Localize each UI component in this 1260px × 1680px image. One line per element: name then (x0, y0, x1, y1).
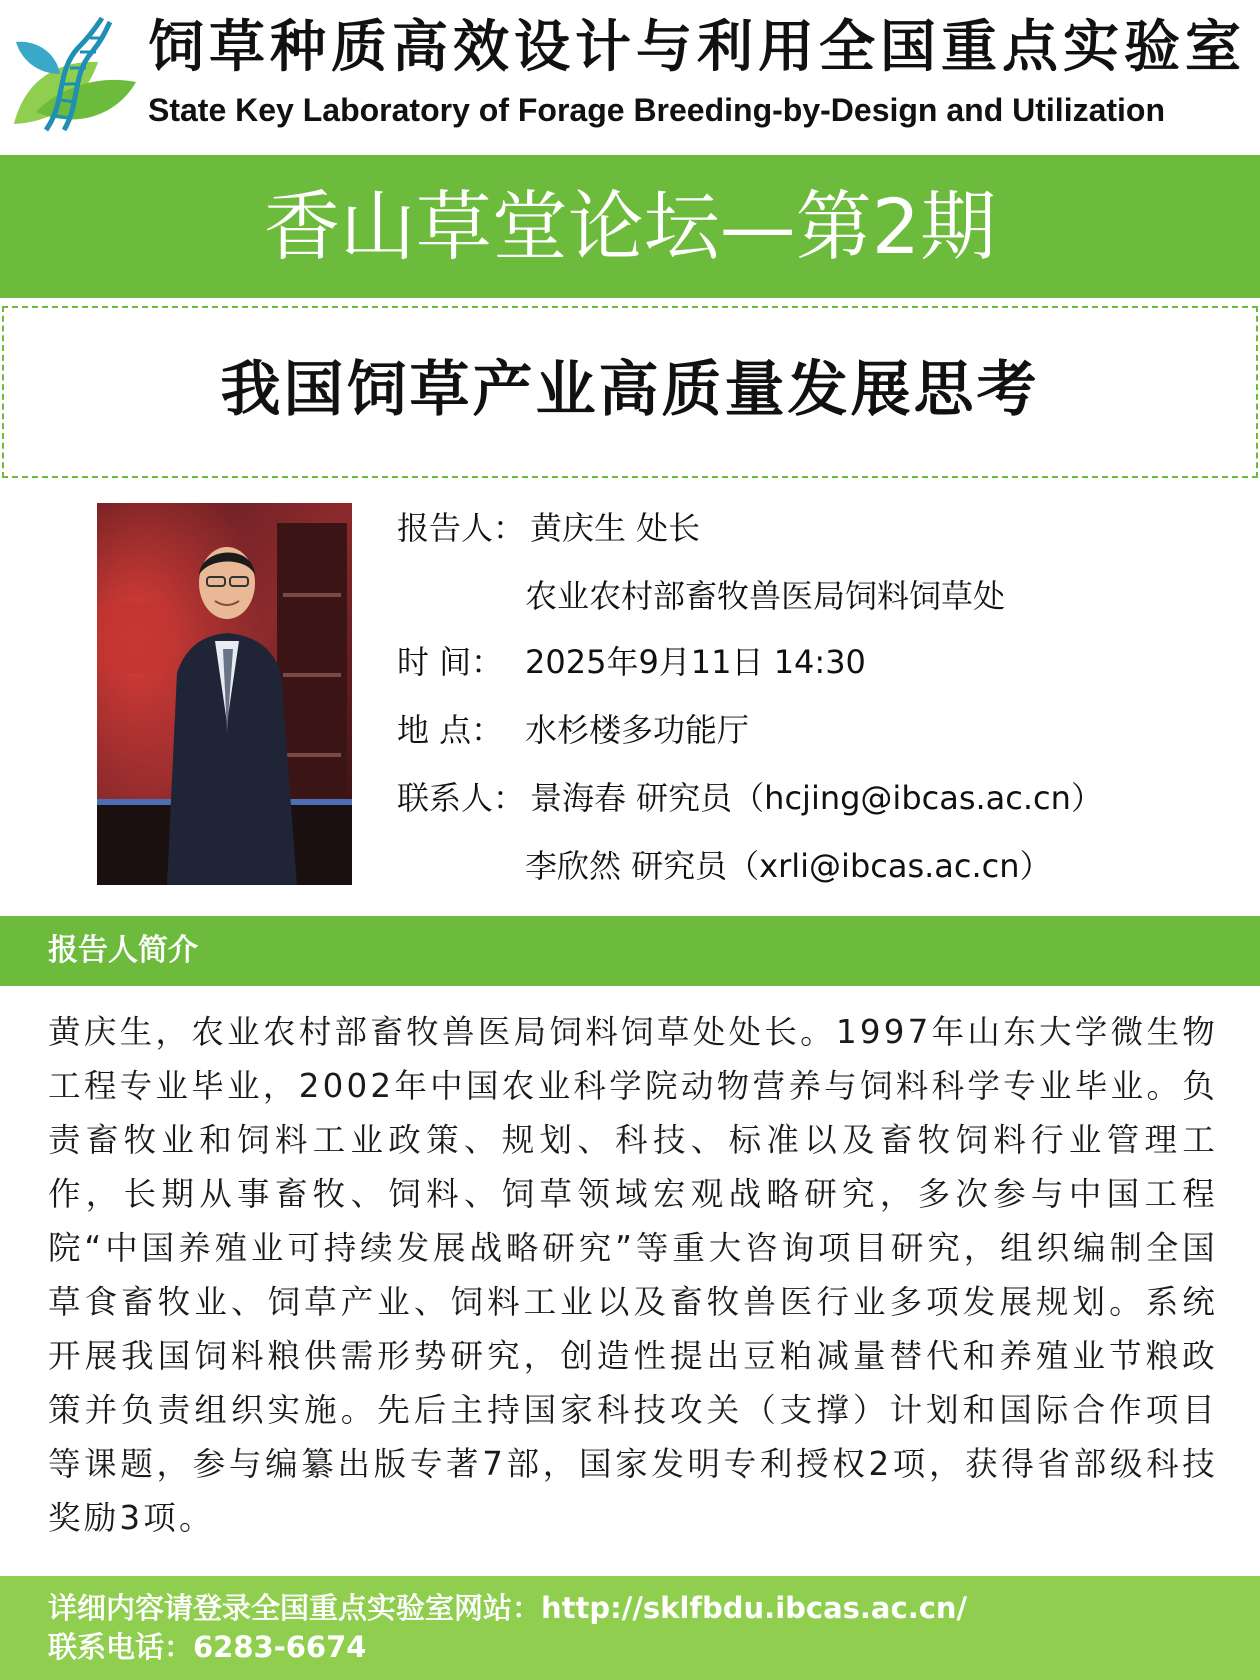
contact-row (397, 776, 1103, 820)
footer-band (0, 1576, 1260, 1680)
speaker-row (397, 506, 701, 550)
event-time: 2025年9月11日 14:30 (525, 643, 866, 681)
lab-name-english: State Key Laboratory of Forage Breeding-by-Design and Utilization (148, 92, 1166, 128)
speaker-name: 黄庆生 处长 (530, 509, 701, 547)
speaker-photo (97, 503, 352, 885)
contact-primary: 景海春 研究员（hcjing@ibcas.ac.cn） (530, 779, 1103, 817)
lab-name-chinese: 饲草种质高效设计与利用全国重点实验室 (148, 14, 1246, 80)
speaker-portrait-image (97, 503, 352, 885)
speaker-affiliation: 农业农村部畜牧兽医局饲料饲草处 (525, 577, 1006, 615)
bio-heading-band (0, 916, 1260, 986)
place-row (397, 708, 750, 752)
time-label: 时 间： (397, 643, 504, 681)
bio-heading: 报告人简介 (48, 933, 198, 968)
lab-logo-icon (6, 12, 141, 142)
place-label: 地 点： (397, 711, 504, 749)
speaker-label: 报告人： (397, 509, 526, 547)
time-row (397, 640, 866, 684)
contact-label: 联系人： (397, 779, 526, 817)
talk-title-box (2, 306, 1258, 478)
event-place: 水杉楼多功能厅 (525, 711, 750, 749)
forum-title-band (0, 155, 1260, 298)
speaker-bio: 黄庆生，农业农村部畜牧兽医局饲料饲草处处长。1997年山东大学微生物工程专业毕业，2002年中国农业科学院动物营养与饲料科学专业毕业。负责畜牧业和饲料工业政策、规划、科技、标准以及畜牧饲料行业管理工作，长期从事畜牧、饲料、饲草领域宏观战略研究，多次参与中国工程院“中国养殖业可持续发展战略研究”等重大咨询项目研究，组织编制全国草食畜牧业、饲草产业、饲料工业以及畜牧兽医行业多项发展规划。系统开展我国饲料粮供需形势研究，创造性提出豆粕减量替代和养殖业节粮政策并负责组织实施。先后主持国家科技攻关（支撑）计划和国际合作项目等课题，参与编纂出版专著7部，国家发明专利授权2项，获得省部级科技奖励3项。 (48, 1013, 1218, 1537)
footer-phone: 联系电话：6283-6674 (48, 1630, 367, 1664)
lab-header (0, 0, 1260, 155)
contact-secondary: 李欣然 研究员（xrli@ibcas.ac.cn） (525, 847, 1052, 885)
talk-title: 我国饲草产业高质量发展思考 (220, 355, 1040, 425)
forum-title: 香山草堂论坛—第2期 (263, 182, 997, 271)
footer-website: 详细内容请登录全国重点实验室网站：http://sklfbdu.ibcas.ac.cn/ (48, 1591, 968, 1625)
